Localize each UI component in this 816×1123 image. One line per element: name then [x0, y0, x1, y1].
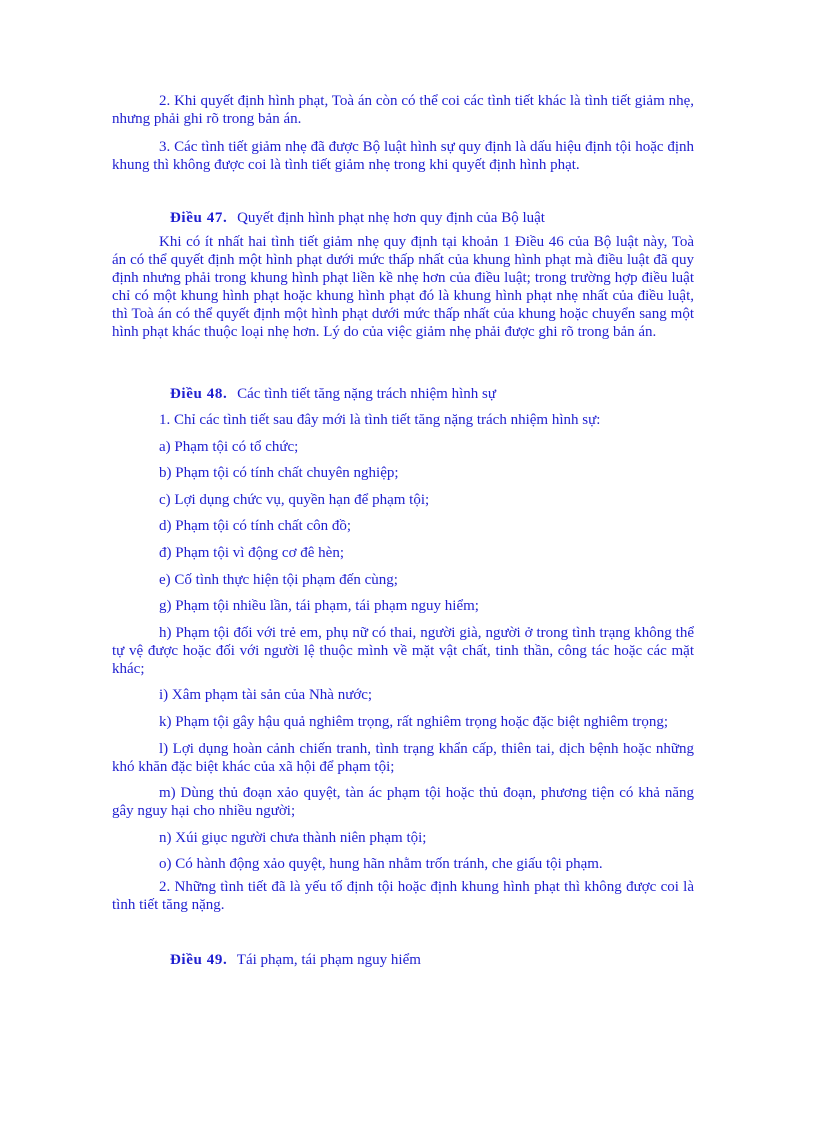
- article-49-number: Điều 49.: [170, 952, 228, 969]
- list-item: b) Phạm tội có tính chất chuyên nghiệp;: [159, 465, 399, 482]
- list-item: l) Lợi dụng hoàn cảnh chiến tranh, tình trạng khẩn cấp, thiên tai, dịch bệnh hoặc những khó khăn đặc biệt khác của xã hội để phạm tội;: [112, 740, 694, 775]
- article-49-heading: [112, 951, 694, 969]
- article-47-body: Khi có ít nhất hai tình tiết giảm nhẹ quy định tại khoản 1 Điều 46 của Bộ luật này, Toà án có thể quyết định một hình phạt dưới mức thấp nhất của khung hình phạt mà điều luật đã quy định nhưng phải trong khung hình phạt liền kề nhẹ hơn của điều luật; trong trường hợp điều luật chỉ có một khung hình phạt hoặc khung hình phạt đó là khung hình phạt nhẹ nhất của điều luật, thì Toà án có thể quyết định một hình phạt dưới mức thấp nhất của khung hoặc chuyển sang một hình phạt khác thuộc loại nhẹ hơn. Lý do của việc giảm nhẹ phải được ghi rõ trong bản án.: [112, 234, 694, 340]
- list-item: o) Có hành động xảo quyệt, hung hãn nhằm trốn tránh, che giấu tội phạm.: [159, 856, 603, 873]
- aggravating-circumstances-list: [112, 438, 694, 874]
- list-item: e) Cố tình thực hiện tội phạm đến cùng;: [159, 571, 398, 588]
- list-item: d) Phạm tội có tính chất côn đồ;: [159, 518, 352, 535]
- list-item: g) Phạm tội nhiều lần, tái phạm, tái phạm nguy hiểm;: [159, 598, 479, 615]
- paragraph-intro-3: 3. Các tình tiết giảm nhẹ đã được Bộ luật hình sự quy định là dấu hiệu định tội hoặc định khung thì không được coi là tình tiết giảm nhẹ trong khi quyết định hình phạt.: [112, 139, 694, 173]
- article-48-heading: [112, 385, 694, 403]
- article-47-heading: [112, 209, 694, 227]
- list-item: c) Lợi dụng chức vụ, quyền hạn để phạm tội;: [159, 491, 430, 508]
- article-47-number: Điều 47.: [170, 210, 228, 226]
- article-48-title: Các tình tiết tăng nặng trách nhiệm hình sự: [237, 386, 496, 402]
- article-48-clause-2: 2. Những tình tiết đã là yếu tố định tội hoặc định khung hình phạt thì không được coi là tình tiết tăng nặng.: [112, 879, 694, 914]
- article-49-title: Tái phạm, tái phạm nguy hiểm: [236, 952, 421, 969]
- list-item: m) Dùng thủ đoạn xảo quyệt, tàn ác phạm tội hoặc thủ đoạn, phương tiện có khả năng gây nguy hại cho nhiều người;: [112, 785, 694, 820]
- document-body: [112, 92, 694, 969]
- article-48-clause-1: 1. Chỉ các tình tiết sau đây mới là tình tiết tăng nặng trách nhiệm hình sự:: [159, 412, 601, 428]
- article-47-title: Quyết định hình phạt nhẹ hơn quy định của Bộ luật: [237, 210, 545, 226]
- list-item: đ) Phạm tội vì động cơ đê hèn;: [159, 544, 344, 561]
- article-48-number: Điều 48.: [170, 386, 228, 402]
- paragraph-intro-2: 2. Khi quyết định hình phạt, Toà án còn có thể coi các tình tiết khác là tình tiết giảm nhẹ, nhưng phải ghi rõ trong bản án.: [112, 93, 694, 127]
- list-item: a) Phạm tội có tổ chức;: [159, 438, 299, 455]
- list-item: i) Xâm phạm tài sản của Nhà nước;: [159, 687, 373, 704]
- list-item: k) Phạm tội gây hậu quả nghiêm trọng, rất nghiêm trọng hoặc đặc biệt nghiêm trọng;: [159, 713, 669, 730]
- list-item: n) Xúi giục người chưa thành niên phạm tội;: [159, 829, 427, 846]
- list-item: h) Phạm tội đối với trẻ em, phụ nữ có thai, người già, người ở trong tình trạng không thể tự vệ được hoặc đối với người lệ thuộc mình về mặt vật chất, tinh thần, công tác hoặc các mặt khác;: [112, 624, 694, 677]
